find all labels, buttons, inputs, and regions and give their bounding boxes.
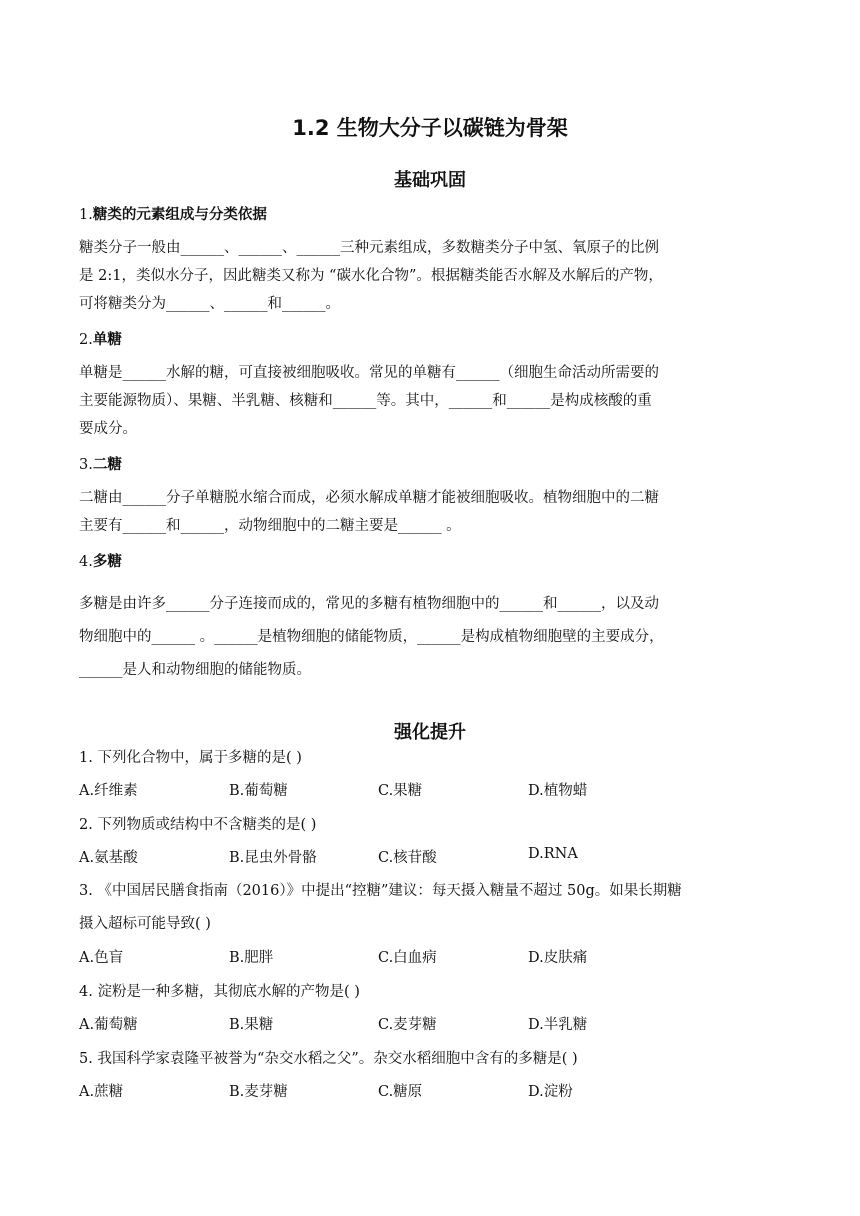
item-number: 3.	[79, 457, 93, 473]
question-stem: 5. 我国科学家袁隆平被誉为“杂交水稻之父”。杂交水稻细胞中含有的多糖是( )	[79, 1051, 578, 1067]
item-heading-1	[79, 203, 267, 224]
paragraph-line: 糖类分子一般由______、______、______三种元素组成，多数糖类分子中氢、氧原子的比例	[79, 240, 659, 256]
option-a: A.葡萄糖	[79, 1017, 138, 1033]
option-c: C.果糖	[378, 783, 423, 799]
paragraph-line: ______是人和动物细胞的储能物质。	[79, 662, 311, 678]
item-number: 2.	[79, 332, 93, 348]
option-c: C.糖原	[378, 1084, 423, 1100]
item-heading-2	[79, 328, 122, 349]
option-b: B.昆虫外骨骼	[229, 850, 317, 866]
paragraph-line: 物细胞中的______ 。______是植物细胞的储能物质，______是构成植物细胞壁的主要成分，	[79, 629, 664, 645]
paragraph-line: 二糖由______分子单糖脱水缩合而成，必须水解成单糖才能被细胞吸收。植物细胞中的二糖	[79, 490, 659, 506]
item-heading-4	[79, 550, 122, 571]
item-heading-text: 二糖	[92, 457, 122, 473]
paragraph-line: 要成分。	[79, 421, 137, 437]
question-stem: 4. 淀粉是一种多糖，其彻底水解的产物是( )	[79, 984, 360, 1000]
option-c: C.麦芽糖	[378, 1017, 437, 1033]
question-stem: 3. 《中国居民膳食指南（2016）》中提出“控糖”建议：每天摄入糖量不超过 50g。如果长期糖	[79, 883, 682, 899]
option-d: D.半乳糖	[528, 1017, 588, 1033]
option-b: B.葡萄糖	[229, 783, 288, 799]
paragraph-line: 主要有______和______，动物细胞中的二糖主要是______ 。	[79, 518, 461, 534]
question-stem: 2. 下列物质或结构中不含糖类的是( )	[79, 817, 317, 833]
option-a: A.蔗糖	[79, 1084, 124, 1100]
item-heading-text: 多糖	[92, 554, 122, 570]
section-heading-basic: 基础巩固	[394, 170, 466, 191]
option-d: D.淀粉	[528, 1084, 573, 1100]
question-stem: 1. 下列化合物中，属于多糖的是( )	[79, 750, 302, 766]
option-b: B.麦芽糖	[229, 1084, 288, 1100]
option-c: C.白血病	[378, 950, 437, 966]
paragraph-line: 多糖是由许多______分子连接而成的，常见的多糖有植物细胞中的______和______，以及动	[79, 596, 659, 612]
item-number: 4.	[79, 554, 93, 570]
option-b: B.果糖	[229, 1017, 274, 1033]
paragraph-line: 主要能源物质）、果糖、半乳糖、核糖和______等。其中，______和______是构成核酸的重	[79, 393, 652, 409]
option-c: C.核苷酸	[378, 850, 437, 866]
option-d: D.植物蜡	[528, 783, 588, 799]
question-stem: 摄入超标可能导致( )	[79, 916, 211, 932]
item-heading-text: 单糖	[92, 332, 122, 348]
page-title: 1.2 生物大分子以碳链为骨架	[292, 116, 568, 140]
option-d: D.RNA	[528, 846, 578, 862]
option-d: D.皮肤痛	[528, 950, 588, 966]
section-heading-advanced: 强化提升	[394, 722, 466, 743]
option-a: A.色盲	[79, 950, 124, 966]
paragraph-line: 是 2:1，类似水分子，因此糖类又称为 “碳水化合物”。根据糖类能否水解及水解后的产物，	[79, 268, 663, 284]
paragraph-line: 单糖是______水解的糖，可直接被细胞吸收。常见的单糖有______（细胞生命活动所需要的	[79, 365, 659, 381]
paragraph-line: 可将糖类分为______、______和______。	[79, 296, 340, 312]
option-a: A.氨基酸	[79, 850, 138, 866]
item-heading-text: 糖类的元素组成与分类依据	[92, 207, 267, 223]
option-a: A.纤维素	[79, 783, 138, 799]
option-b: B.肥胖	[229, 950, 274, 966]
item-heading-3	[79, 453, 122, 474]
item-number: 1.	[79, 207, 93, 223]
